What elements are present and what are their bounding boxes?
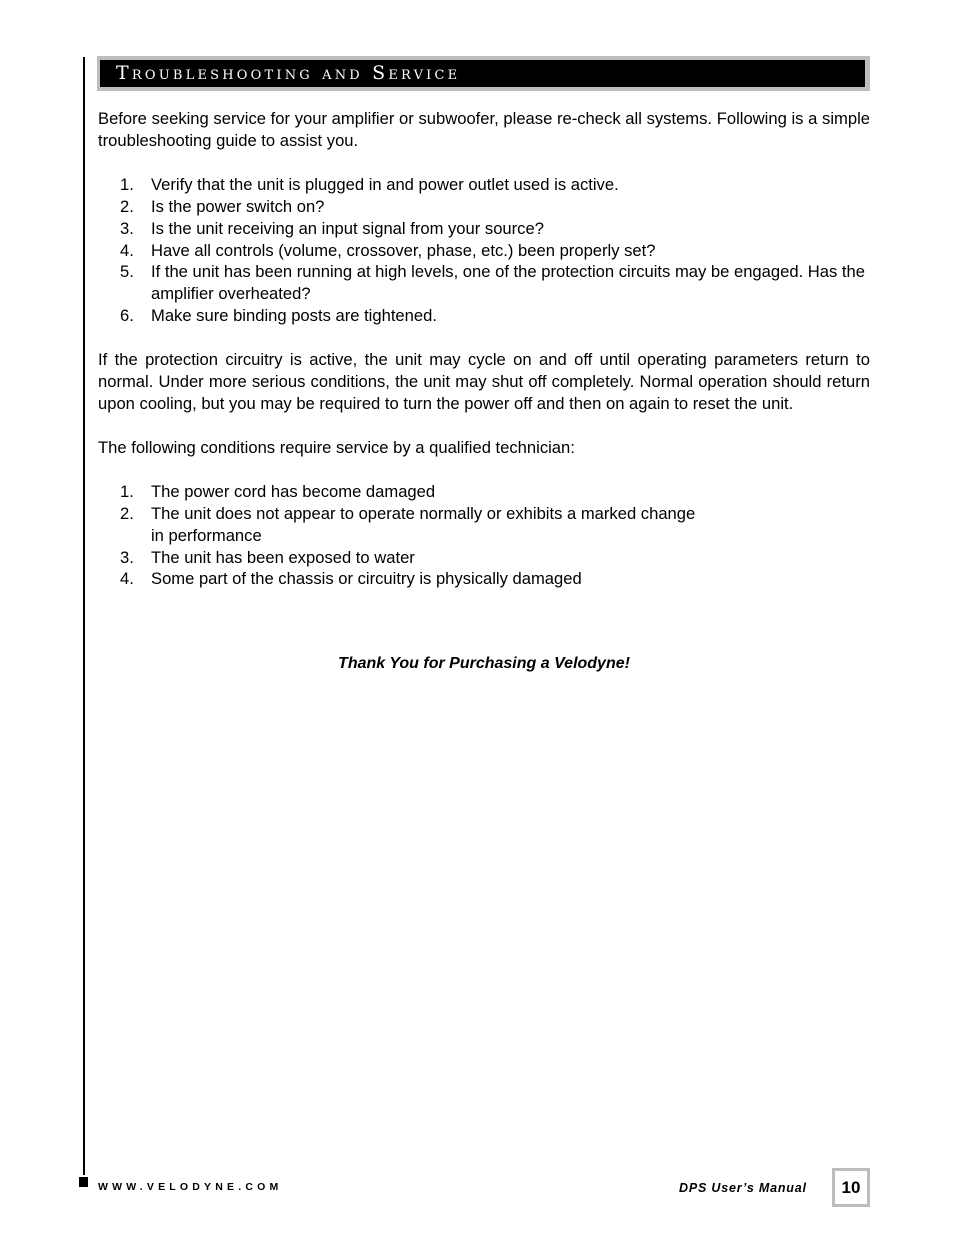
section-header-band [100,60,865,87]
troubleshooting-checklist [98,174,870,327]
service-intro: The following conditions require service by a qualified technician: [98,437,575,457]
list-text: Have all controls (volume, crossover, phase, etc.) been properly set? [151,240,656,260]
list-item [98,240,870,262]
list-number: 3. [120,547,134,567]
list-text: Is the power switch on? [151,196,325,216]
list-item [98,218,870,240]
footer-website: WWW.VELODYNE.COM [98,1181,283,1193]
list-item [98,174,870,196]
page-content [98,108,870,590]
list-number: 1. [120,481,134,501]
list-number: 1. [120,174,134,194]
list-item [98,305,870,327]
list-text: The unit does not appear to operate normally or exhibits a marked change in performance [151,503,696,545]
left-margin-marker [79,1177,88,1187]
list-text: The unit has been exposed to water [151,547,415,567]
section-title: Troubleshooting and Service [116,62,461,84]
list-item [98,503,711,547]
thank-you-note: Thank You for Purchasing a Velodyne! [338,655,630,672]
list-item [98,568,870,590]
list-item [98,547,870,569]
list-text: Verify that the unit is plugged in and power outlet used is active. [151,174,619,194]
list-text: Some part of the chassis or circuitry is physically damaged [151,569,582,589]
section-header [97,56,870,91]
left-margin-rule [83,57,85,1175]
list-number: 2. [120,503,134,523]
list-item [98,261,870,305]
list-text: If the unit has been running at high levels, one of the protection circuits may be engaged. Has the amplifier overheated? [151,262,865,304]
list-item [98,481,870,503]
list-number: 2. [120,196,134,216]
protection-paragraph: If the protection circuitry is active, the unit may cycle on and off until operating parameters return to normal. Under more serious conditions, the unit may shut off completely. Normal operation should return upon cooling, but you may be required to turn the power off and then on again to reset the unit. [98,350,870,413]
list-number: 6. [120,306,134,326]
list-text: Is the unit receiving an input signal from your source? [151,218,544,238]
service-conditions-list [98,481,870,591]
footer-manual-title: DPS User’s Manual [679,1181,807,1195]
list-number: 3. [120,218,134,238]
list-number: 5. [120,262,134,282]
list-text: Make sure binding posts are tightened. [151,306,437,326]
page-number-box [832,1168,870,1207]
page-number: 10 [835,1171,867,1204]
list-text: The power cord has become damaged [151,481,436,501]
list-item [98,196,870,218]
list-number: 4. [120,569,134,589]
list-number: 4. [120,240,134,260]
intro-paragraph: Before seeking service for your amplifier or subwoofer, please re-check all systems. Following is a simple troubleshooting guide to assist you. [98,109,870,150]
